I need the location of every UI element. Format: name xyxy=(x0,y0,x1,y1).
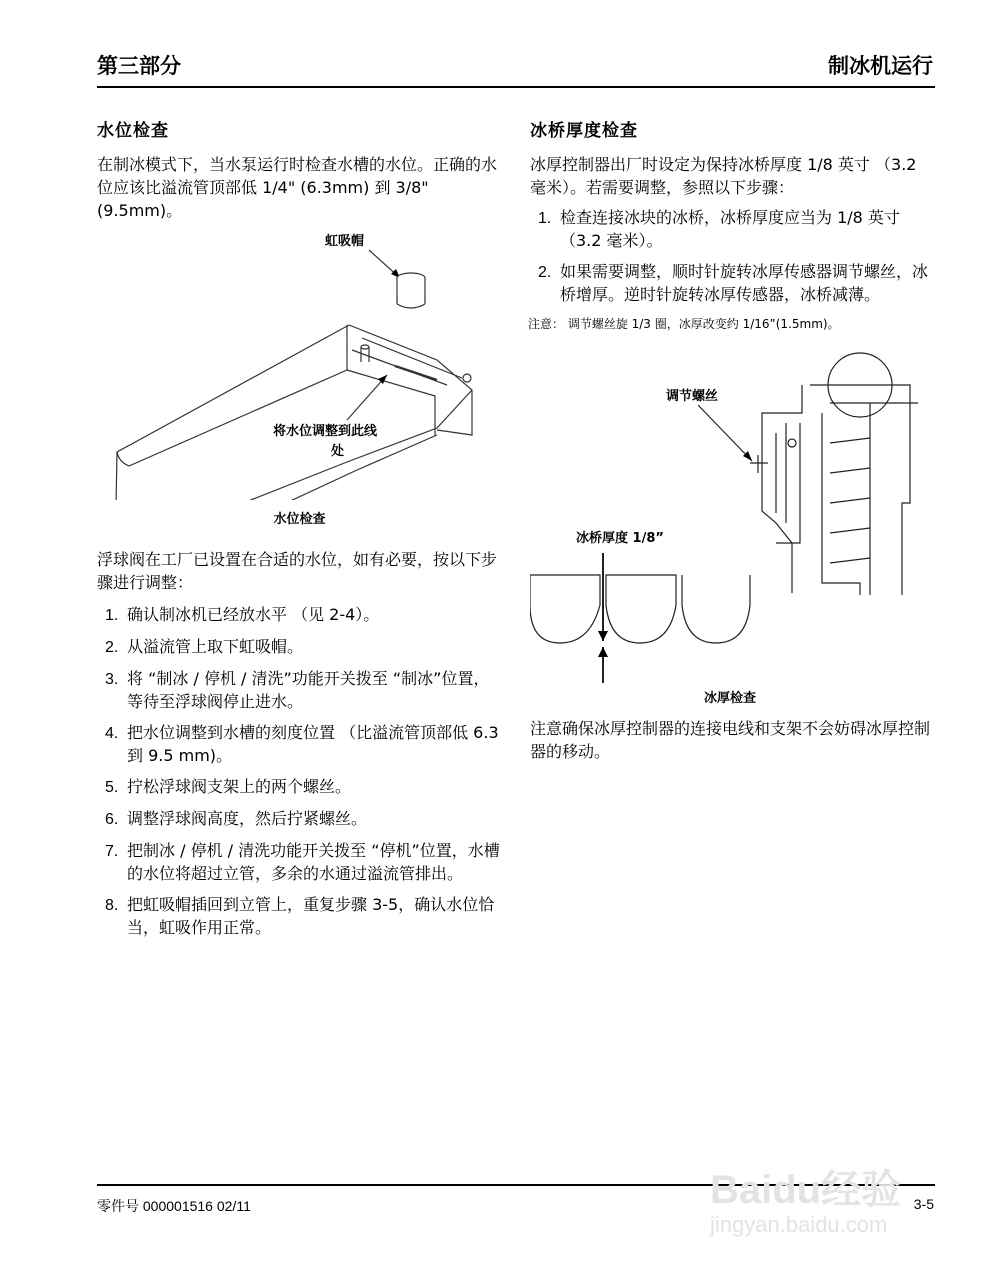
water-level-figure xyxy=(97,230,502,530)
list-item: 4. 把水位调整到水槽的刻度位置 （比溢流管顶部低 6.3 到 9.5 mm)。 xyxy=(105,723,499,765)
water-level-heading: 水位检查 xyxy=(97,121,169,141)
watermark-brand: Baidu经验 xyxy=(710,1168,902,1212)
list-item: 8. 把虹吸帽插回到立管上，重复步骤 3-5，确认水位恰当，虹吸作用正常。 xyxy=(105,895,495,937)
list-item: 2. 如果需要调整，顺时针旋转冰厚传感器调节螺丝，冰桥增厚。逆时针旋转冰厚传感器，冰桥减薄。 xyxy=(538,262,929,304)
watermark-url: jingyan.baidu.com xyxy=(710,1212,888,1237)
section-title: 第三部分 xyxy=(97,54,181,78)
adjust-line-label-2: 处 xyxy=(331,444,345,459)
ice-bridge-intro: 冰厚控制器出厂时设定为保持冰桥厚度 1/8 英寸 （3.2 毫米）。若需要调整，参照以下步骤： xyxy=(530,155,917,197)
water-level-caption: 水位检查 xyxy=(273,512,326,527)
list-item: 1. 确认制冰机已经放水平 （见 2-4）。 xyxy=(105,605,380,624)
ice-bridge-heading: 冰桥厚度检查 xyxy=(530,121,638,141)
water-trough-drawing xyxy=(97,230,502,500)
adjust-screw-label: 调节螺丝 xyxy=(666,389,719,404)
list-item: 1. 检查连接冰块的冰桥，冰桥厚度应当为 1/8 英寸 （3.2 毫米）。 xyxy=(538,208,900,250)
closing-note: 注意确保冰厚控制器的连接电线和支架不会妨碍冰厚控制器的移动。 xyxy=(530,719,931,761)
ice-bridge-steps xyxy=(530,207,930,306)
page-header xyxy=(97,46,933,86)
left-column xyxy=(97,116,502,948)
siphon-cap-label: 虹吸帽 xyxy=(325,234,365,249)
adjust-line-label-1: 将水位调整到此线 xyxy=(273,424,378,439)
ice-bridge-label: 冰桥厚度 1/8” xyxy=(576,531,664,546)
chapter-title: 制冰机运行 xyxy=(828,54,933,78)
float-valve-intro: 浮球阀在工厂已设置在合适的水位，如有必要，按以下步骤进行调整： xyxy=(97,550,498,592)
right-column xyxy=(530,116,930,771)
list-item: 3. 将 “制冰 / 停机 / 清洗”功能开关拨至 “制冰”位置，等待至浮球阀停止进水。 xyxy=(105,669,490,711)
water-level-intro: 在制冰模式下，当水泵运行时检查水槽的水位。正确的水位应该比溢流管顶部低 1/4" (6.3mm) 到 3/8" (9.5mm)。 xyxy=(97,155,498,220)
water-level-steps xyxy=(97,604,502,939)
list-item: 5. 拧松浮球阀支架上的两个螺丝。 xyxy=(105,777,352,796)
baidu-watermark xyxy=(700,1130,940,1250)
part-number: 零件号 000001516 02/11 xyxy=(97,1198,251,1214)
list-item: 2. 从溢流管上取下虹吸帽。 xyxy=(105,637,304,656)
page-number: 3-5 xyxy=(913,1196,934,1212)
header-rule xyxy=(97,86,935,88)
ice-thickness-caption: 冰厚检查 xyxy=(703,691,756,706)
ice-thickness-drawing xyxy=(530,343,930,683)
list-item: 6. 调整浮球阀高度，然后拧紧螺丝。 xyxy=(105,809,368,828)
ice-thickness-figure xyxy=(530,343,930,706)
list-item: 7. 把制冰 / 停机 / 清洗功能开关拨至 “停机”位置，水槽的水位将超过立管，多余的水通过溢流管排出。 xyxy=(105,841,500,883)
adjust-note: 注意： 调节螺丝旋 1/3 圈，冰厚改变约 1/16”(1.5mm)。 xyxy=(528,317,840,331)
